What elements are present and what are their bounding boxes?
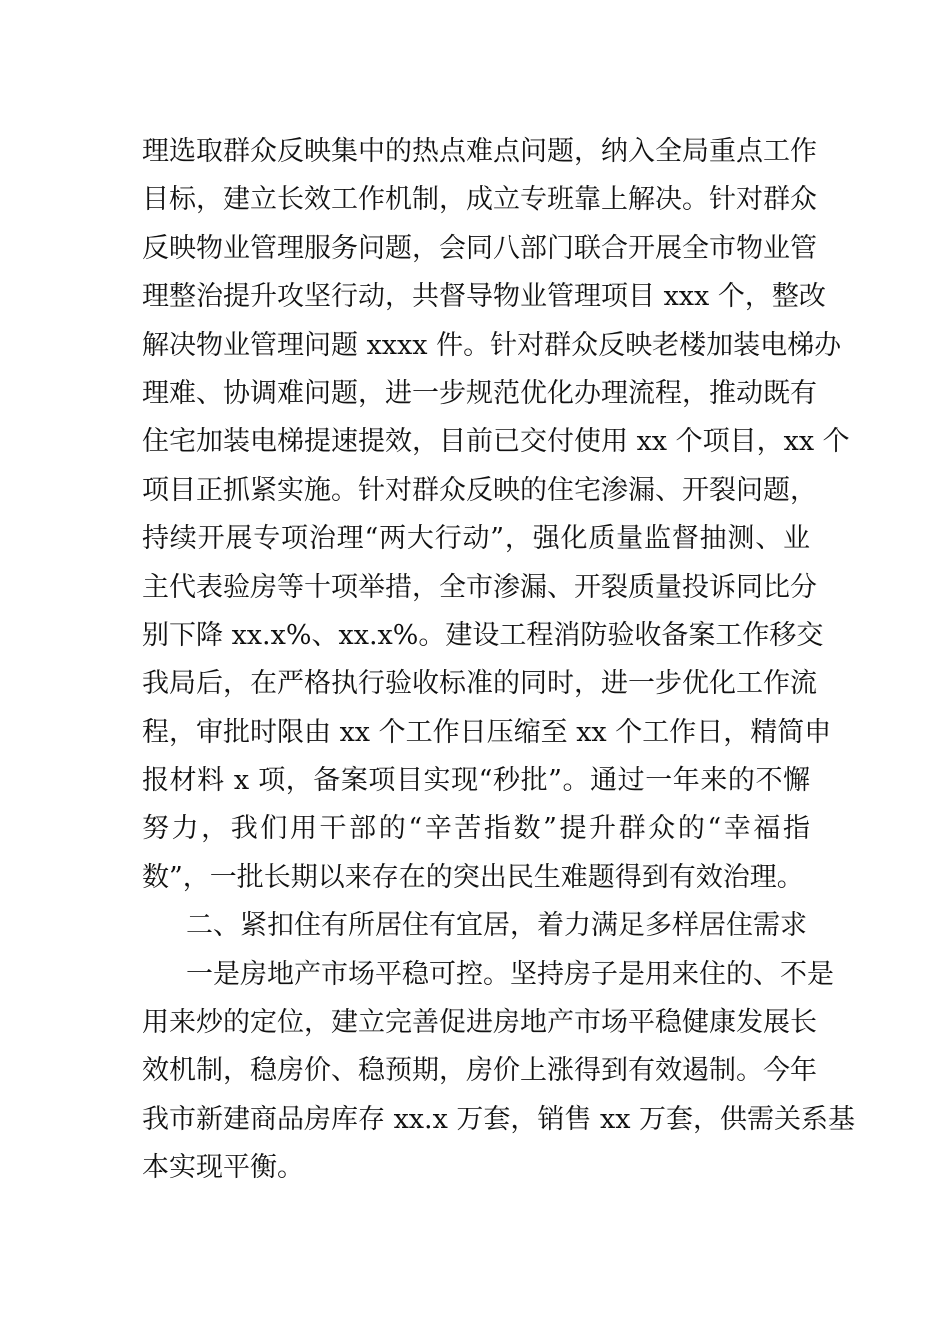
paragraph-line: 本实现平衡。: [142, 1152, 304, 1184]
paragraph-line: 理难、协调难问题，进一步规范优化办理流程，推动既有: [142, 377, 817, 409]
paragraph-line: 努力，我们用干部的“辛苦指数”提升群众的“幸福指: [142, 813, 810, 845]
paragraph-line: 用来炒的定位，建立完善促进房地产市场平稳健康发展长: [142, 1007, 817, 1039]
paragraph-line: 理选取群众反映集中的热点难点问题，纳入全局重点工作: [142, 136, 817, 167]
paragraph-line: 项目正抓紧实施。针对群众反映的住宅渗漏、开裂问题，: [142, 474, 817, 506]
paragraph-line: 我局后，在严格执行验收标准的同时，进一步优化工作流: [142, 668, 817, 700]
paragraph-line: 住宅加装电梯提速提效，目前已交付使用 xx 个项目，xx 个: [142, 426, 850, 458]
paragraph-line: 数”，一批长期以来存在的突出民生难题得到有效治理。: [142, 861, 804, 893]
paragraph-line: 主代表验房等十项举措，全市渗漏、开裂质量投诉同比分: [142, 571, 817, 603]
body-text: [142, 128, 856, 1193]
paragraph-line: 我市新建商品房库存 xx.x 万套，销售 xx 万套，供需关系基: [142, 1103, 856, 1135]
paragraph-line: 解决物业管理问题 xxxx 件。针对群众反映老楼加装电梯办: [142, 329, 842, 361]
paragraph-line: 理整治提升攻坚行动，共督导物业管理项目 xxx 个，整改: [142, 281, 826, 313]
paragraph-line: 目标，建立长效工作机制，成立专班靠上解决。针对群众: [142, 184, 817, 216]
paragraph-line: 一是房地产市场平稳可控。坚持房子是用来住的、不是: [186, 958, 834, 990]
paragraph-line: 反映物业管理服务问题，会同八部门联合开展全市物业管: [142, 232, 817, 264]
paragraph-line: 持续开展专项治理“两大行动”，强化质量监督抽测、业: [142, 523, 810, 555]
section-heading: 二、紧扣住有所居住有宜居，着力满足多样居住需求: [186, 910, 807, 942]
paragraph-line: 报材料 x 项，备案项目实现“秒批”。通过一年来的不懈: [142, 765, 810, 797]
paragraph-line: 别下降 xx.x%、xx.x%。建设工程消防验收备案工作移交: [142, 619, 824, 651]
paragraph-line: 效机制，稳房价、稳预期，房价上涨得到有效遏制。今年: [142, 1055, 817, 1087]
paragraph-line: 程，审批时限由 xx 个工作日压缩至 xx 个工作日，精简申: [142, 716, 832, 748]
